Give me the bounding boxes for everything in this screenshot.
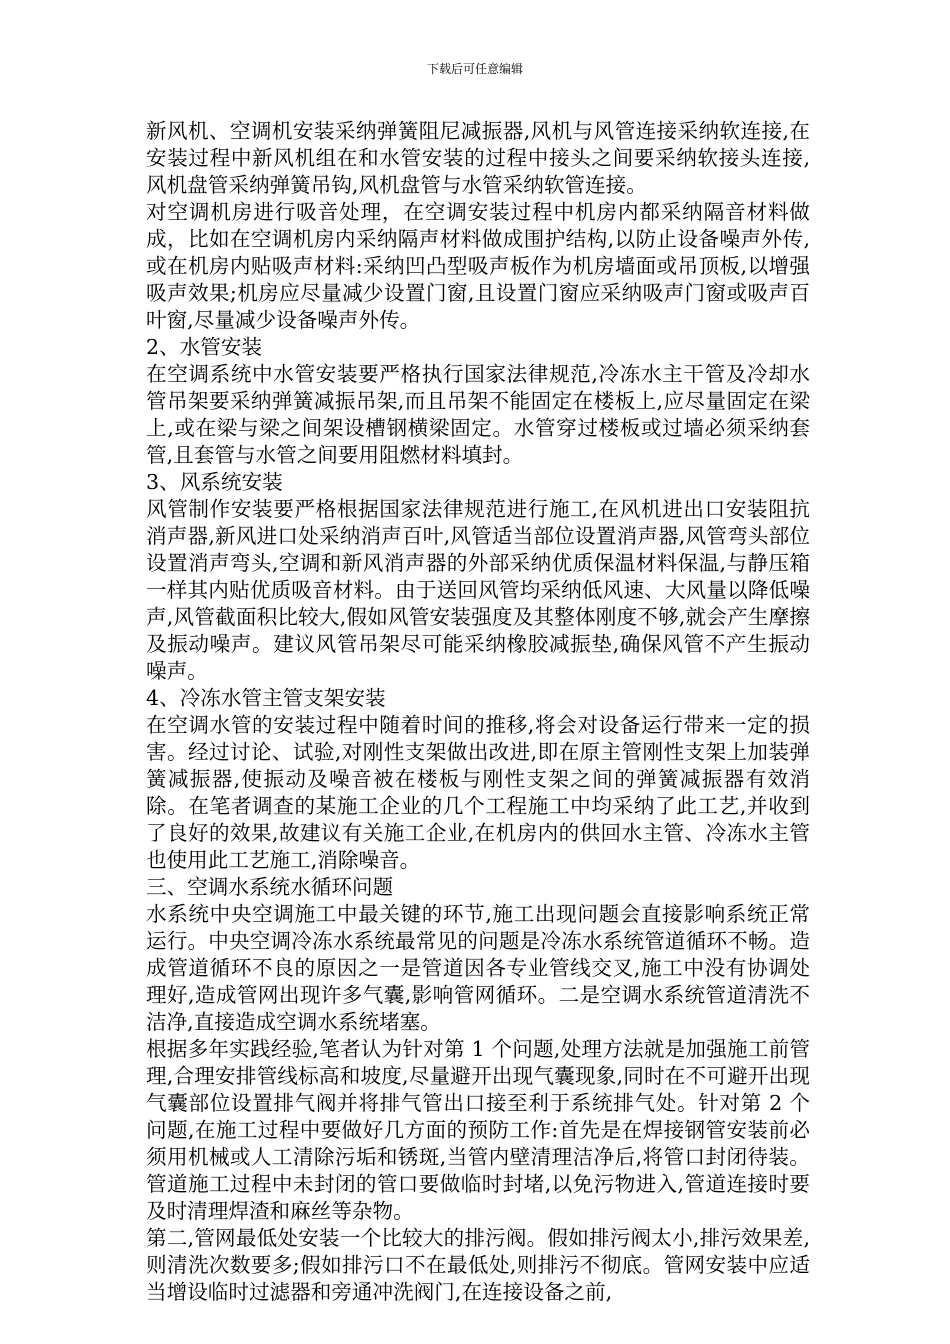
- paragraph-drain-valve: 第二,管网最低处安装一个比较大的排污阀。假如排污阀太小,排污效果差,则清洗次数要多;假如排污口不在最低处,则排污不彻底。管网安装中应适当增设临时过滤器和旁通冲洗阀门,在连接设备之前,: [146, 1226, 810, 1304]
- section-heading-chilled-water-support: 4、冷冻水管主管支架安装: [146, 686, 386, 710]
- paragraph-chilled-water-support: 在空调水管的安装过程中随着时间的推移,将会对设备运行带来一定的损害。经过讨论、试验,对刚性支架做出改进,即在原主管刚性支架上加装弹簧减振器,使振动及噪音被在楼板与刚性支架之间的弹簧减振器有效消除。在笔者调查的某施工企业的几个工程施工中均采纳了此工艺,并收到了良好的效果,故建议有关施工企业,在机房内的供回水主管、冷冻水主管也使用此工艺施工,消除噪音。: [146, 713, 810, 872]
- section-heading-water-circulation: 三、空调水系统水循环问题: [146, 875, 394, 899]
- paragraph-water-pipe: 在空调系统中水管安装要严格执行国家法律规范,冷冻水主干管及冷却水管吊架要采纳弹簧减振吊架,而且吊架不能固定在楼板上,应尽量固定在梁上,或在梁与梁之间架设槽钢横梁固定。水管穿过楼板或过墙必须采纳套管,且套管与水管之间要用阻燃材料填封。: [146, 362, 810, 467]
- paragraph-damping: 新风机、空调机安装采纳弹簧阻尼减振器,风机与风管连接采纳软连接,在安装过程中新风机组在和水管安装的过程中接头之间要采纳软接头连接,风机盘管采纳弹簧吊钩,风机盘管与水管采纳软管连接。: [146, 119, 810, 197]
- paragraph-sound-absorption: 对空调机房进行吸音处理，在空调安装过程中机房内都采纳隔音材料做成，比如在空调机房内采纳隔声材料做成围护结构,以防止设备噪声外传,或在机房内贴吸声材料:采纳凹凸型吸声板作为机房墙面或吊顶板,以增强吸声效果;机房应尽量减少设置门窗,且设置门窗应采纳吸声门窗或吸声百叶窗,尽量减少设备噪声外传。: [146, 200, 810, 332]
- paragraph-experience: 根据多年实践经验,笔者认为针对第 1 个问题,处理方法就是加强施工前管理,合理安排管线标高和坡度,尽量避开出现气囊现象,同时在不可避开出现气囊部位设置排气阀并将排气管出口接至利于系统排气处。针对第 2 个问题,在施工过程中要做好几方面的预防工作:首先是在焊接钢管安装前必须用机械或人工清除污垢和锈斑,当管内壁清理洁净后,将管口封闭待装。管道施工过程中未封闭的管口要做临时封堵,以免污物进入,管道连接时要及时清理焊渣和麻丝等杂物。: [146, 1037, 810, 1223]
- document-body: [146, 118, 810, 1306]
- section-heading-air-system: 3、风系统安装: [146, 470, 283, 494]
- page-header: 下载后可任意编辑: [426, 62, 523, 76]
- section-heading-water-pipe: 2、水管安装: [146, 335, 263, 359]
- paragraph-air-system: 风管制作安装要严格根据国家法律规范进行施工,在风机进出口安装阻抗消声器,新风进口处采纳消声百叶,风管适当部位设置消声器,风管弯头部位设置消声弯头,空调和新风消声器的外部采纳优质保温材料保温,与静压箱一样其内贴优质吸音材料。由于送回风管均采纳低风速、大风量以降低噪声,风管截面积比较大,假如风管安装强度及其整体刚度不够,就会产生摩擦及振动噪声。建议风管吊架尽可能采纳橡胶减振垫,确保风管不产生振动噪声。: [146, 497, 810, 683]
- paragraph-water-circulation: 水系统中央空调施工中最关键的环节,施工出现问题会直接影响系统正常运行。中央空调冷冻水系统最常见的问题是冷冻水系统管道循环不畅。造成管道循环不良的原因之一是管道因各专业管线交叉,施工中没有协调处理好,造成管网出现许多气囊,影响管网循环。二是空调水系统管道清洗不洁净,直接造成空调水系统堵塞。: [146, 902, 810, 1034]
